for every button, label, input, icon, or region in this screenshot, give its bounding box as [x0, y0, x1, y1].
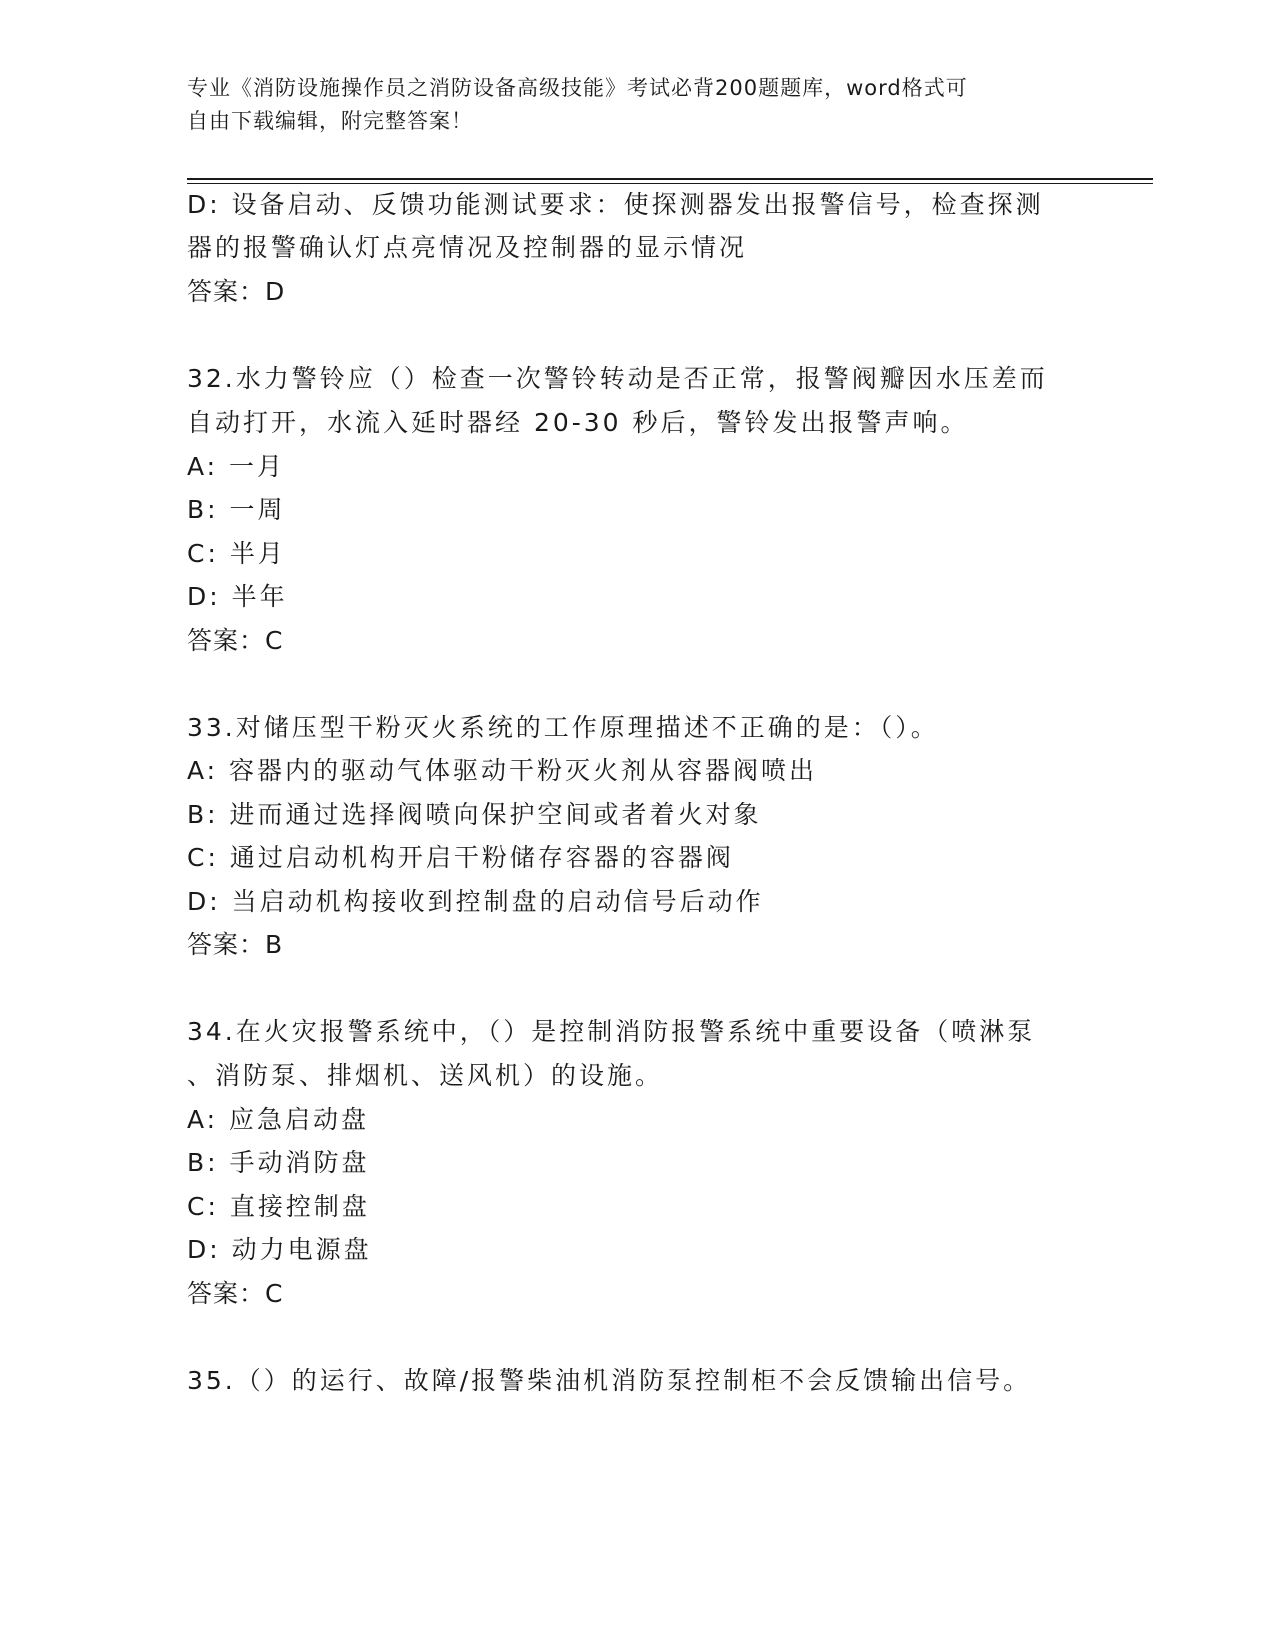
q31-answer: 答案：D [187, 277, 286, 306]
q31-option-d-line-2: 器的报警确认灯点亮情况及控制器的显示情况 [187, 233, 748, 262]
q35-stem-line-1: 35.（）的运行、故障/报警柴油机消防泵控制柜不会反馈输出信号。 [187, 1366, 1032, 1395]
q32-option-d: D: 半年 [187, 582, 288, 611]
q34-stem-line-1: 34.在火灾报警系统中，（）是控制消防报警系统中重要设备（喷淋泵 [187, 1017, 1036, 1046]
header-rule-thin [187, 183, 1153, 184]
page-header [187, 72, 1087, 138]
q33-option-c: C: 通过启动机构开启干粉储存容器的容器阀 [187, 843, 734, 872]
q32-answer: 答案：C [187, 626, 284, 655]
q34-stem-line-2: 、消防泵、排烟机、送风机）的设施。 [187, 1061, 664, 1090]
q34-option-c: C: 直接控制盘 [187, 1192, 370, 1221]
q33-option-b: B: 进而通过选择阀喷向保护空间或者着火对象 [187, 800, 762, 829]
q33-option-d: D: 当启动机构接收到控制盘的启动信号后动作 [187, 887, 764, 916]
header-rule-thick [187, 178, 1153, 180]
header-line-2: 自由下载编辑，附完整答案！ [187, 109, 473, 133]
q33-stem-line-1: 33.对储压型干粉灭火系统的工作原理描述不正确的是：（）。 [187, 713, 939, 742]
q34-option-d: D: 动力电源盘 [187, 1235, 372, 1264]
q32-stem-line-1: 32.水力警铃应（）检查一次警铃转动是否正常，报警阀瓣因水压差而 [187, 364, 1048, 393]
q33-option-a: A: 容器内的驱动气体驱动干粉灭火剂从容器阀喷出 [187, 756, 818, 785]
q34-option-a: A: 应急启动盘 [187, 1105, 370, 1134]
q32-option-b: B: 一周 [187, 495, 286, 524]
q32-option-c: C: 半月 [187, 539, 286, 568]
q34-option-b: B: 手动消防盘 [187, 1148, 370, 1177]
q31-option-d-line-1: D: 设备启动、反馈功能测试要求：使探测器发出报警信号，检查探测 [187, 190, 1044, 219]
q33-answer: 答案：B [187, 930, 284, 959]
q32-stem-line-2: 自动打开，水流入延时器经 20-30 秒后，警铃发出报警声响。 [187, 408, 969, 437]
header-line-1: 专业《消防设施操作员之消防设备高级技能》考试必背200题题库，word格式可 [187, 76, 968, 100]
q32-option-a: A: 一月 [187, 452, 286, 481]
q34-answer: 答案：C [187, 1279, 284, 1308]
